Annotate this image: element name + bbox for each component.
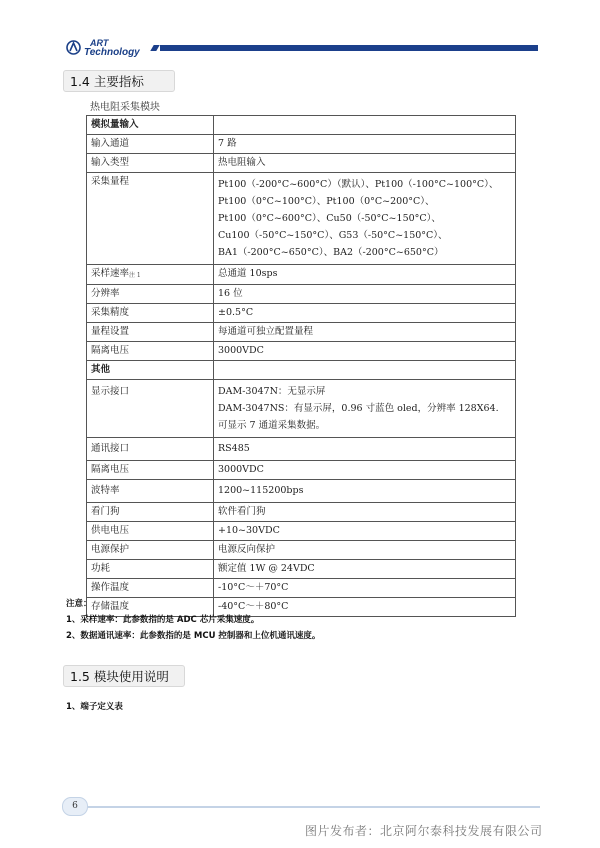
row-label: 采集精度: [87, 304, 214, 323]
notes-block: [66, 596, 320, 644]
display-line: 可显示 7 通道采集数据。: [218, 420, 326, 431]
table-row: [87, 265, 516, 285]
table-row: [87, 438, 516, 461]
table-row: [87, 560, 516, 579]
row-label: 操作温度: [87, 579, 214, 598]
row-label: 输入类型: [87, 154, 214, 173]
row-value: -40°C～＋80°C: [214, 598, 516, 617]
row-label: [87, 265, 214, 285]
table-row: [87, 173, 516, 265]
row-label: 功耗: [87, 560, 214, 579]
row-label: 输入通道: [87, 135, 214, 154]
row-label: 采集量程: [87, 173, 214, 265]
display-line: DAM-3047NS：有显示屏，0.96 寸蓝色 oled，分辨率 128X64.: [218, 403, 499, 414]
row-value: ±0.5°C: [214, 304, 516, 323]
table-row: [87, 579, 516, 598]
table-row: [87, 323, 516, 342]
page-number: 6: [62, 797, 88, 816]
display-line: DAM-3047N：无显示屏: [218, 386, 326, 397]
row-value: 总通道 10sps: [214, 265, 516, 285]
row-value: 电源反向保护: [214, 541, 516, 560]
notes-heading: 注意：: [66, 599, 92, 609]
note-item: 1、采样速率：此参数指的是 ADC 芯片采集速度。: [66, 615, 260, 625]
note-item: 2、数据通讯速率：此参数指的是 MCU 控制器和上位机通讯速度。: [66, 631, 321, 641]
row-value-multiline: [214, 380, 516, 438]
row-label: 供电电压: [87, 522, 214, 541]
table-row: [87, 342, 516, 361]
row-value: 16 位: [214, 285, 516, 304]
footer-rule: [74, 806, 540, 808]
row-label: 隔离电压: [87, 461, 214, 480]
module-name: 热电阻采集模块: [90, 102, 160, 113]
publisher-watermark: 图片发布者：北京阿尔泰科技发展有限公司: [305, 824, 543, 838]
footnote-marker: 注 1: [129, 272, 141, 279]
art-logo-icon: [66, 40, 81, 55]
row-label-text: 采样速率: [91, 268, 130, 279]
row-label: 电源保护: [87, 541, 214, 560]
subsection-title: 1、端子定义表: [66, 702, 123, 712]
logo-text-technology: Technology: [84, 47, 140, 58]
table-row: [87, 461, 516, 480]
header-bar-accent: [150, 45, 159, 51]
table-group-row: [87, 116, 516, 135]
row-value: 软件看门狗: [214, 503, 516, 522]
group-empty-cell: [214, 116, 516, 135]
section-title: 模块使用说明: [93, 669, 169, 684]
section-number: 1.4: [70, 74, 90, 89]
row-value: 额定值 1W @ 24VDC: [214, 560, 516, 579]
table-group-row: [87, 361, 516, 380]
table-row: [87, 154, 516, 173]
group-label: 其他: [87, 361, 214, 380]
logo-text-art: ART: [90, 38, 109, 48]
range-line: BA1（-200°C~650°C）、BA2（-200°C~650°C）: [218, 247, 444, 258]
row-value: 热电阻输入: [214, 154, 516, 173]
row-label: 显示接口: [87, 380, 214, 438]
row-value: 3000VDC: [214, 342, 516, 361]
row-value: 每通道可独立配置量程: [214, 323, 516, 342]
row-label: 通讯接口: [87, 438, 214, 461]
row-value: +10~30VDC: [214, 522, 516, 541]
row-label: 分辨率: [87, 285, 214, 304]
table-row: [87, 503, 516, 522]
row-value-multiline: [214, 173, 516, 265]
row-value: RS485: [214, 438, 516, 461]
table-row: [87, 285, 516, 304]
table-row: [87, 522, 516, 541]
row-value: -10°C～＋70°C: [214, 579, 516, 598]
range-line: Pt100（-200°C~600°C）（默认）、Pt100（-100°C~100°C）、: [218, 179, 499, 190]
row-value: 1200~115200bps: [214, 480, 516, 503]
row-label: 量程设置: [87, 323, 214, 342]
header-bar: [160, 45, 538, 51]
section-heading-1-4: [63, 70, 175, 92]
row-label: 存储温度: [87, 598, 214, 617]
row-label: 看门狗: [87, 503, 214, 522]
range-line: Pt100（0°C~600°C）、Cu50（-50°C~150°C）、: [218, 213, 441, 224]
section-number: 1.5: [70, 669, 90, 684]
table-row: [87, 304, 516, 323]
group-empty-cell: [214, 361, 516, 380]
row-value: 7 路: [214, 135, 516, 154]
row-label: 隔离电压: [87, 342, 214, 361]
table-row: [87, 541, 516, 560]
range-line: Pt100（0°C~100°C）、Pt100（0°C~200°C）、: [218, 196, 435, 207]
row-label: 波特率: [87, 480, 214, 503]
row-value: 3000VDC: [214, 461, 516, 480]
table-row: [87, 135, 516, 154]
table-row: [87, 380, 516, 438]
section-heading-1-5: [63, 665, 185, 687]
table-row: [87, 480, 516, 503]
range-line: Cu100（-50°C~150°C）、G53（-50°C~150°C）、: [218, 230, 448, 241]
section-title: 主要指标: [93, 74, 144, 89]
group-label: 模拟量输入: [87, 116, 214, 135]
spec-table: [86, 115, 516, 617]
